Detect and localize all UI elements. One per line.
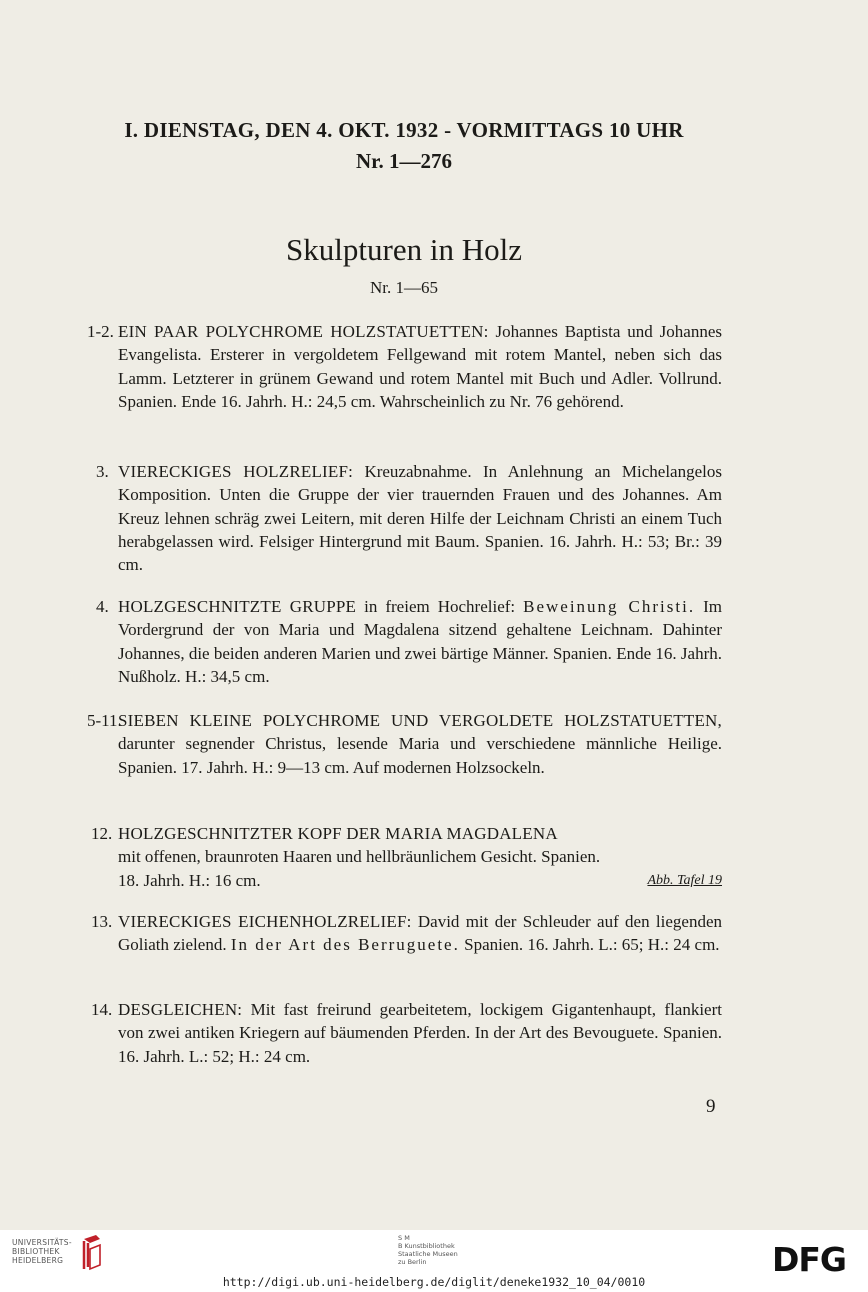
logo-line: BIBLIOTHEK: [12, 1247, 60, 1256]
entry-title: DESGLEICHEN:: [118, 1000, 243, 1019]
entry-number: 13.: [91, 912, 113, 931]
page-number: 9: [706, 1096, 716, 1117]
digitization-footer: [0, 1230, 868, 1292]
entry-text: Im Vordergrund der von Maria und Magdalena sitzend gehaltene Leichnam. Dahinter Johannes, die beiden anderen Marien und zwei bärtige Männer. Spanien. Ende 16. Jahrh. Nußholz. H.: 34,5 cm.: [118, 597, 722, 686]
catalog-entry: [87, 709, 722, 779]
entry-title: EIN PAAR POLYCHROME HOLZSTATUETTEN:: [118, 322, 489, 341]
entry-measurement: 18. Jahrh. H.: 16 cm.: [118, 870, 261, 890]
logo-line: UNIVERSITÄTS-: [12, 1238, 72, 1247]
stamp-line: S M: [398, 1234, 410, 1242]
section-range: Nr. 1—65: [370, 278, 438, 297]
entry-text: mit offenen, braunroten Haaren und hellbräunlichem Gesicht. Spanien.: [118, 847, 601, 867]
section-title: Skulpturen in Holz: [286, 232, 522, 267]
entry-spaced-title: Beweinung Christi.: [523, 597, 696, 616]
entry-text: Johannes Baptista und Johannes Evangelista. Ersterer in vergoldetem Fellgewand mit rotem Mantel, neben sich das Lamm. Letzterer in grünem Gewand und rotem Mantel mit Buch und Adler. Vollrund. Spanien. Ende 16. Jahrh. H.: 24,5 cm. Wahrscheinlich zu Nr. 76 gehörend.: [118, 322, 723, 411]
dfg-logo: DFG: [772, 1240, 847, 1279]
catalog-entry: [87, 320, 723, 413]
entry-number: 12.: [91, 824, 113, 843]
sale-date-heading: I. DIENSTAG, DEN 4. OKT. 1932 - VORMITTAGS 10 UHR: [124, 118, 684, 142]
lot-range-heading: Nr. 1—276: [355, 149, 453, 173]
entry-title: VIERECKIGES HOLZRELIEF:: [118, 462, 354, 481]
catalog-entry: [91, 998, 722, 1068]
university-seal-icon: [80, 1235, 104, 1271]
entry-text: Kreuzabnahme. In Anlehnung an Michelangelos Komposition. Unten die Gruppe der vier trauernden Frauen und des Johannes. Am Kreuz lehnen schräg zwei Leitern, mit deren Hilfe der Leichnam Christi an einem Tuch herabgelassen wird. Felsiger Hintergrund mit Baum. Spanien. 16. Jahrh. H.: 53; Br.: 39 cm.: [118, 462, 722, 575]
stamp-line: B Kunstbibliothek: [398, 1242, 455, 1250]
entry-title: HOLZGESCHNITZTER KOPF DER MARIA MAGDALENA: [118, 824, 558, 843]
catalog-entry: [91, 822, 722, 892]
entry-title: SIEBEN KLEINE POLYCHROME UND VERGOLDETE HOLZSTATUETTEN,: [118, 711, 722, 730]
logo-line: HEIDELBERG: [12, 1256, 64, 1265]
entry-text-pre: David mit der Schleuder auf den liegenden Goliath zielend.: [118, 912, 723, 955]
library-stamp: [398, 1234, 458, 1266]
stamp-line: zu Berlin: [398, 1258, 427, 1266]
catalog-entry: [91, 910, 723, 957]
permalink-url[interactable]: http://digi.ub.uni-heidelberg.de/diglit/deneke1932_10_04/0010: [222, 1275, 646, 1289]
entry-text: Mit fast freirund gearbeitetem, lockigem Gigantenhaupt, flankiert von zwei antiken Kriegern auf bäumenden Pferden. In der Art des Bevouguete. Spanien. 16. Jahrh. L.: 52; H.: 24 cm.: [118, 1000, 722, 1066]
catalog-entry: [96, 460, 722, 576]
entry-number: 4.: [96, 597, 109, 616]
entry-number: 5-11.: [87, 711, 122, 730]
entry-text: Spanien. 16. Jahrh. L.: 65; H.: 24 cm.: [459, 935, 720, 955]
entry-text-pre: in freiem Hochrelief:: [356, 597, 524, 616]
entry-number: 1-2.: [87, 322, 114, 341]
entry-spaced-attribution: In der Art des Berruguete.: [230, 935, 460, 955]
catalog-entry: [96, 595, 722, 688]
entry-last-line: [118, 869, 722, 892]
entry-text: darunter segnender Christus, lesende Maria und verschiedene männliche Heilige. Spanien. 17. Jahrh. H.: 9—13 cm. Auf modernen Holzsockeln.: [118, 734, 722, 777]
entry-title: HOLZGESCHNITZTE GRUPPE: [118, 597, 357, 616]
entry-title: VIERECKIGES EICHENHOLZRELIEF:: [118, 912, 412, 931]
university-library-logo: [12, 1238, 72, 1265]
stamp-line: Staatliche Museen: [398, 1250, 458, 1258]
plate-reference: Abb. Tafel 19: [647, 872, 722, 888]
entry-number: 14.: [91, 1000, 113, 1019]
entry-number: 3.: [96, 462, 109, 481]
